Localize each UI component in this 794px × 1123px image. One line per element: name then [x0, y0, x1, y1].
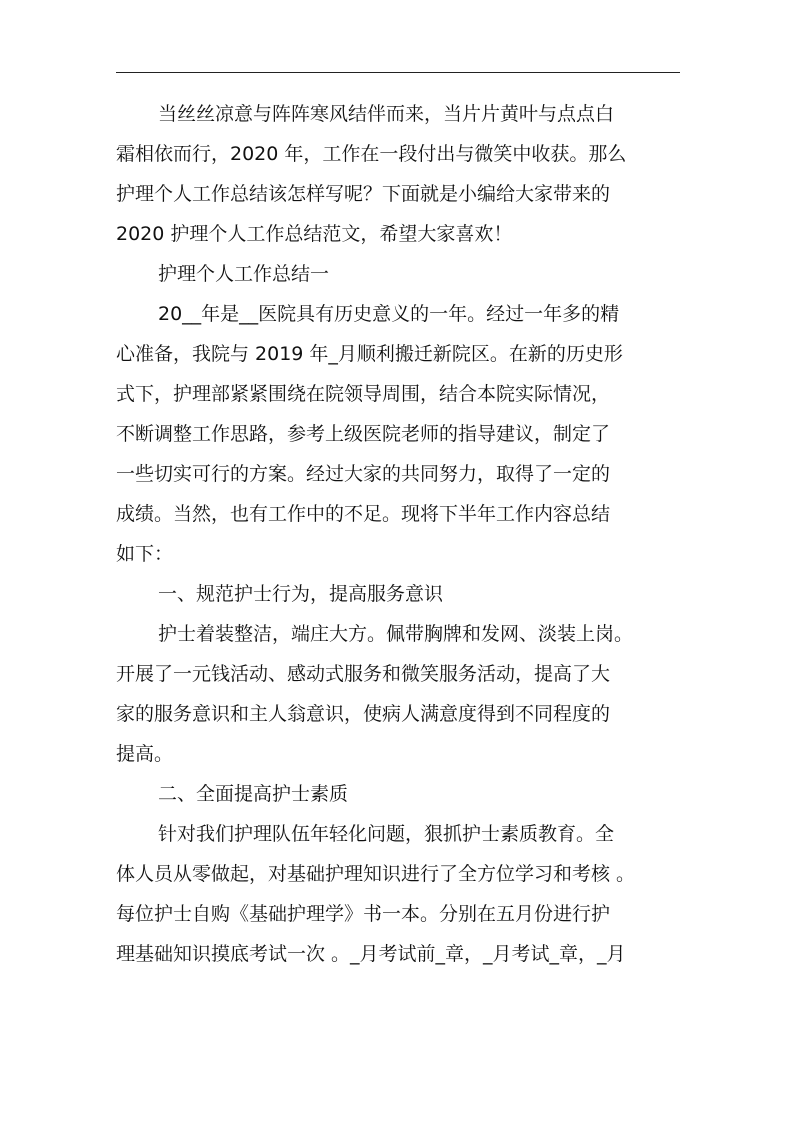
paragraph-line: 心准备，我院与 2019 年_月顺利搬迁新院区。在新的历史形 [116, 343, 623, 365]
intro-line: 2020 护理个人工作总结范文，希望大家喜欢！ [116, 223, 513, 245]
subheading: 一、规范护士行为，提高服务意识 [158, 583, 444, 605]
paragraph-line: 20__年是__医院具有历史意义的一年。经过一年多的精 [158, 303, 620, 325]
intro-line: 当丝丝凉意与阵阵寒风结伴而来，当片片黄叶与点点白 [158, 103, 615, 125]
paragraph-line: 体人员从零做起，对基础护理知识进行了全方位学习和考核 。 [116, 863, 636, 885]
paragraph-line: 护士着装整洁，端庄大方。佩带胸牌和发网、淡装上岗。 [158, 623, 634, 645]
paragraph-line: 不断调整工作思路，参考上级医院老师的指导建议，制定了 [116, 423, 611, 445]
section-title: 护理个人工作总结一 [158, 263, 330, 285]
paragraph-line: 每位护士自购《基础护理学》书一本。分别在五月份进行护 [116, 903, 611, 925]
paragraph-line: 开展了一元钱活动、感动式服务和微笑服务活动，提高了大 [116, 663, 611, 685]
paragraph-line: 理基础知识摸底考试一次 。_月考试前_章，_月考试_章，_月 [116, 943, 626, 965]
header-rule [116, 72, 680, 73]
paragraph-line: 式下，护理部紧紧围绕在院领导周围，结合本院实际情况， [116, 383, 611, 405]
paragraph-line: 提高。 [116, 743, 174, 765]
subheading: 二、全面提高护士素质 [158, 783, 349, 805]
intro-line: 护理个人工作总结该怎样写呢？下面就是小编给大家带来的 [116, 183, 611, 205]
paragraph-line: 如下： [116, 543, 174, 565]
paragraph-line: 一些切实可行的方案。经过大家的共同努力，取得了一定的 [116, 463, 611, 485]
intro-line: 霜相依而行，2020 年，工作在一段付出与微笑中收获。那么 [116, 143, 627, 165]
paragraph-line: 成绩。当然，也有工作中的不足。现将下半年工作内容总结 [116, 503, 611, 525]
document-body [116, 94, 686, 974]
paragraph-line: 家的服务意识和主人翁意识，使病人满意度得到不同程度的 [116, 703, 611, 725]
paragraph-line: 针对我们护理队伍年轻化问题，狠抓护士素质教育。全 [158, 823, 615, 845]
